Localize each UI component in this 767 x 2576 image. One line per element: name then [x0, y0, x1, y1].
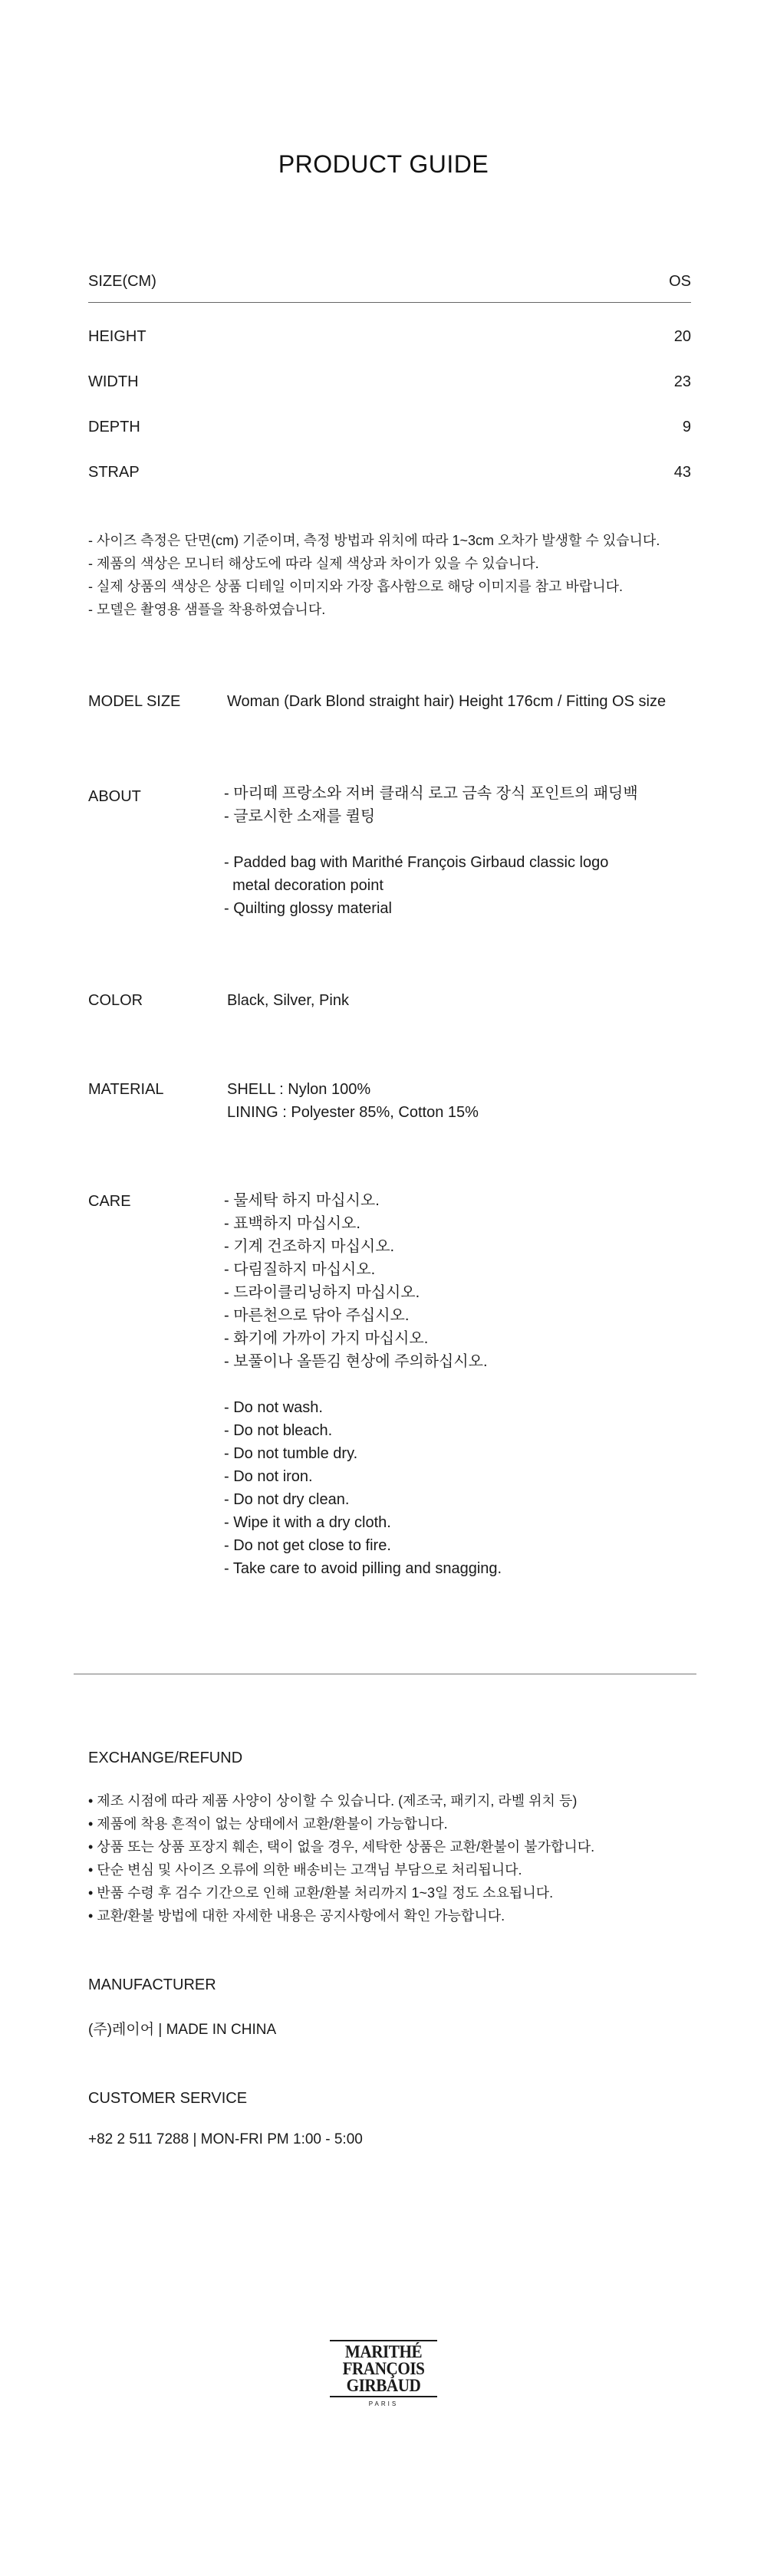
- material-line: SHELL : Nylon 100%: [227, 1081, 371, 1098]
- about-spacer: [224, 828, 638, 851]
- exchange-item: • 제조 시점에 따라 제품 사양이 상이할 수 있습니다. (제조국, 패키지, 라벨 위치 등): [88, 1793, 578, 1809]
- care-line: - 보풀이나 올뜯김 현상에 주의하십시오.: [224, 1353, 488, 1370]
- about-line: metal decoration point: [224, 877, 384, 894]
- note-line: - 사이즈 측정은 단면(cm) 기준이며, 측정 방법과 위치에 따라 1~3cm 오차가 발생할 수 있습니다.: [88, 533, 660, 548]
- care-line: - Do not iron.: [224, 1468, 313, 1485]
- size-row-depth: [88, 419, 691, 439]
- care-line: - 물세탁 하지 마십시오.: [224, 1192, 380, 1209]
- about-content: [224, 782, 638, 920]
- size-row-label: DEPTH: [88, 419, 140, 435]
- model-size-text: Woman (Dark Blond straight hair) Height 176cm / Fitting OS size: [227, 693, 667, 710]
- about-line: - Quilting glossy material: [224, 900, 392, 917]
- size-row-value: 9: [682, 419, 691, 435]
- note-line: - 실제 상품의 색상은 상품 디테일 이미지와 가장 흡사함으로 해당 이미지를 참고 바랍니다.: [88, 579, 623, 594]
- logo-word: FRANÇOIS: [342, 2359, 425, 2378]
- care-line: - Do not dry clean.: [224, 1491, 350, 1508]
- care-line: - 화기에 가까이 가지 마십시오.: [224, 1330, 429, 1347]
- logo-paris: PARIS: [368, 2400, 399, 2407]
- about-line: - 글로시한 소재를 퀼팅: [224, 808, 376, 825]
- brand-logo: [324, 2340, 443, 2413]
- exchange-item: • 단순 변심 및 사이즈 오류에 의한 배송비는 고객님 부담으로 처리됩니다.: [88, 1862, 522, 1878]
- about-line: - 마리떼 프랑소와 저버 클래식 로고 금속 장식 포인트의 패딩백: [224, 785, 638, 802]
- care-line: - 표백하지 마십시오.: [224, 1215, 360, 1232]
- care-line: - Do not get close to fire.: [224, 1537, 391, 1554]
- customer-service-heading: CUSTOMER SERVICE: [88, 2090, 248, 2107]
- care-line: - 마른천으로 닦아 주십시오.: [224, 1307, 410, 1324]
- material-label: MATERIAL: [88, 1081, 164, 1098]
- size-row-value: 20: [673, 328, 691, 345]
- material-content: [227, 1078, 479, 1124]
- manufacturer-heading: MANUFACTURER: [88, 1976, 216, 1993]
- size-header-value: OS: [669, 273, 691, 290]
- care-line: - Do not bleach.: [224, 1422, 333, 1439]
- size-row-label: HEIGHT: [88, 328, 146, 345]
- size-row-strap: [88, 464, 691, 484]
- care-line: - Take care to avoid pilling and snagging.: [224, 1560, 502, 1577]
- customer-service-value: +82 2 511 7288 | MON-FRI PM 1:00 - 5:00: [88, 2131, 363, 2147]
- care-line: - 기계 건조하지 마십시오.: [224, 1238, 395, 1255]
- note-line: - 제품의 색상은 모니터 해상도에 따라 실제 색상과 차이가 있을 수 있습니다.: [88, 556, 539, 571]
- about-line: - Padded bag with Marithé François Girbaud classic logo: [224, 854, 609, 871]
- care-line: - Do not wash.: [224, 1399, 323, 1416]
- page-title: PRODUCT GUIDE: [278, 150, 489, 178]
- care-line: - 드라이클리닝하지 마십시오.: [224, 1284, 420, 1301]
- exchange-item: • 반품 수령 후 검수 기간으로 인해 교환/환불 처리까지 1~3일 정도 소요됩니다.: [88, 1885, 554, 1901]
- logo-top-bar: [330, 2340, 437, 2341]
- color-value: [227, 989, 349, 1012]
- exchange-item: • 제품에 착용 흔적이 없는 상태에서 교환/환불이 가능합니다.: [88, 1816, 448, 1832]
- size-notes: [88, 529, 702, 621]
- note-line: - 모델은 촬영용 샘플을 착용하였습니다.: [88, 602, 326, 617]
- size-table-divider: [88, 302, 691, 303]
- logo-bottom-bar: [330, 2396, 437, 2397]
- exchange-item: • 교환/환불 방법에 대한 자세한 내용은 공지사항에서 확인 가능합니다.: [88, 1908, 505, 1924]
- size-row-value: 43: [673, 464, 691, 481]
- care-spacer: [224, 1374, 502, 1397]
- exchange-list: [88, 1789, 717, 1927]
- size-header-label: SIZE(CM): [88, 273, 156, 290]
- model-size-label: MODEL SIZE: [88, 693, 181, 710]
- care-content: [224, 1190, 502, 1581]
- logo-word: GIRBAUD: [346, 2376, 421, 2395]
- logo-word: MARITHÉ: [344, 2342, 423, 2361]
- exchange-item: • 상품 또는 상품 포장지 훼손, 택이 없을 경우, 세탁한 상품은 교환/환불이 불가합니다.: [88, 1839, 595, 1855]
- size-row-label: STRAP: [88, 464, 140, 481]
- model-size-value: [227, 690, 666, 713]
- size-row-value: 23: [673, 373, 691, 390]
- care-label: CARE: [88, 1193, 131, 1210]
- color-text: Black, Silver, Pink: [227, 992, 349, 1009]
- about-label: ABOUT: [88, 788, 141, 805]
- care-line: - Wipe it with a dry cloth.: [224, 1514, 391, 1531]
- color-label: COLOR: [88, 992, 143, 1009]
- care-line: - Do not tumble dry.: [224, 1445, 358, 1462]
- size-row-width: [88, 373, 691, 393]
- size-row-height: [88, 328, 691, 348]
- size-row-label: WIDTH: [88, 373, 139, 390]
- care-line: - 다림질하지 마십시오.: [224, 1261, 376, 1278]
- manufacturer-value: (주)레이어 | MADE IN CHINA: [88, 2022, 277, 2038]
- exchange-heading: EXCHANGE/REFUND: [88, 1750, 243, 1766]
- material-line: LINING : Polyester 85%, Cotton 15%: [227, 1104, 479, 1121]
